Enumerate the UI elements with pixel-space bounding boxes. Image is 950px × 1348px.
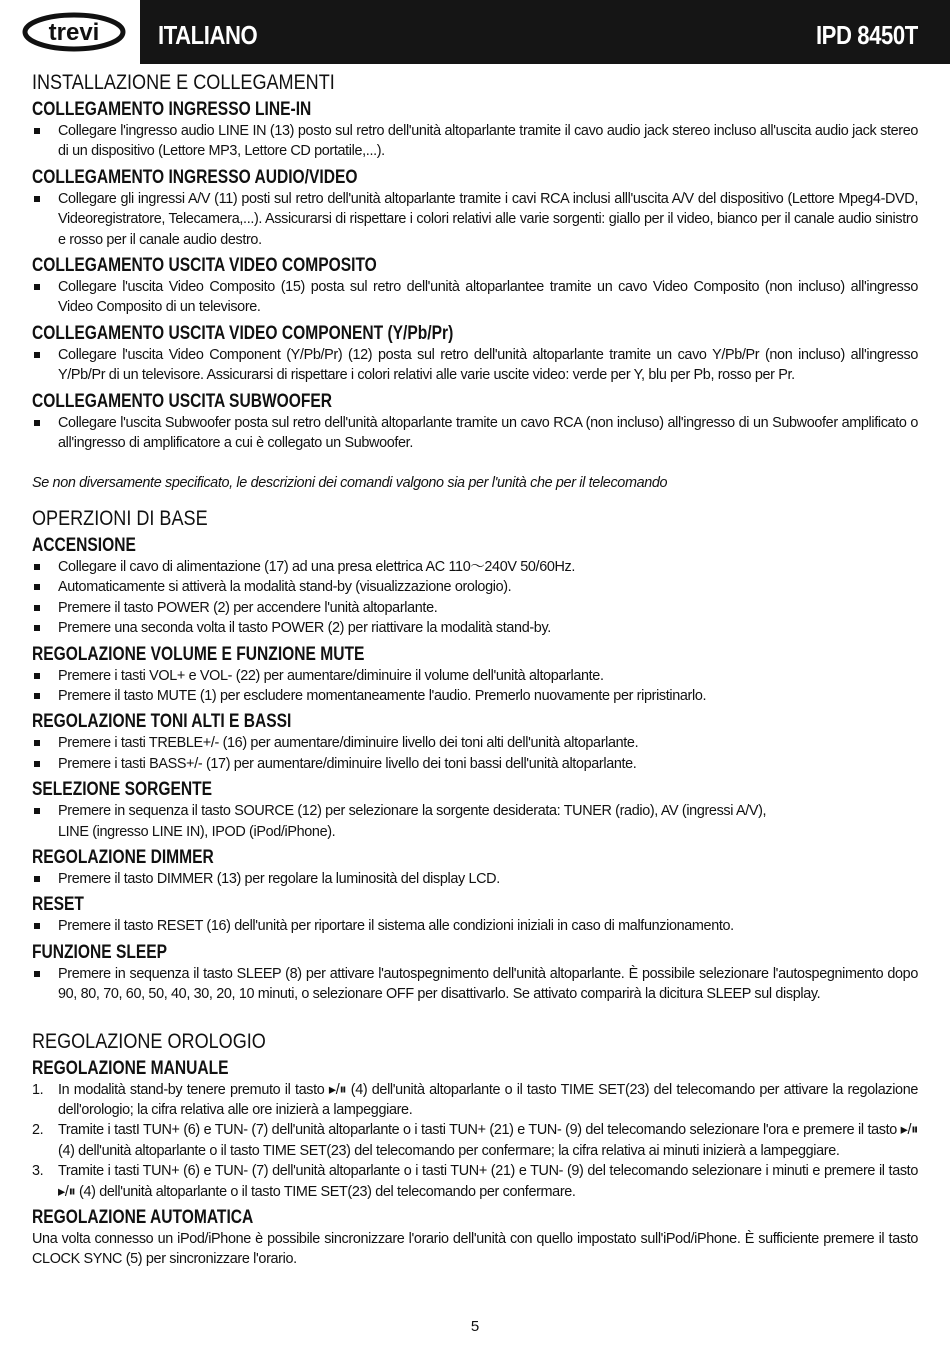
page-content	[32, 68, 918, 1270]
play-pause-icon: ▸/⏸	[328, 1081, 347, 1098]
subsection-title-tones: REGOLAZIONE TONI ALTI E BASSI	[32, 711, 292, 733]
model-label: IPD 8450T	[816, 20, 918, 50]
page-number: 5	[470, 1318, 480, 1335]
subsection-title-auto: REGOLAZIONE AUTOMATICA	[32, 1207, 254, 1228]
list-item: Premere i tasti BASS+/- (17) per aumentare/diminuire livello dei toni bassi dell'unità altoparlante.	[32, 754, 918, 774]
step-number: 2.	[32, 1122, 44, 1139]
list-component	[32, 345, 918, 386]
list-item: Premere i tasti TREBLE+/- (16) per aumentare/diminuire livello dei toni alti dell'unità altoparlante.	[32, 733, 918, 753]
svg-text:trevi: trevi	[48, 19, 100, 46]
list-item: Premere il tasto DIMMER (13) per regolare la luminosità del display LCD.	[32, 869, 918, 889]
list-item: Collegare l'uscita Subwoofer posta sul retro dell'unità altoparlante tramite un cavo RCA (non incluso) all'ingresso di un Subwoofer amplificato o all'ingresso di amplificatore a cui è collegato un Subwoofer.	[32, 413, 918, 454]
section-title-installation: INSTALLAZIONE E COLLEGAMENTI	[32, 71, 335, 94]
section-title-clock: REGOLAZIONE OROLOGIO	[32, 1029, 266, 1053]
list-item: Premere il tasto POWER (2) per accendere l'unità altoparlante.	[32, 598, 918, 618]
step-number: 1.	[32, 1081, 44, 1098]
header-bar	[140, 0, 950, 64]
list-line-in	[32, 121, 918, 162]
subsection-title-composite: COLLEGAMENTO USCITA VIDEO COMPOSITO	[32, 255, 377, 277]
list-item: Collegare l'ingresso audio LINE IN (13) posto sul retro dell'unità altoparlante tramite il cavo audio jack stereo incluso all'uscita audio jack stereo di un dispositivo (Lettore MP3, Lettore CD portatile,...).	[32, 121, 918, 162]
list-volume	[32, 666, 918, 707]
play-pause-icon: ▸/⏸	[58, 1183, 76, 1200]
list-composite	[32, 277, 918, 318]
list-item: Collegare l'uscita Video Component (Y/Pb/Pr) (12) posta sul retro dell'unità altoparlante tramite un cavo Y/Pb/Pr (non incluso) all'ingresso Y/Pb/Pr di un televisore. Assicurarsi di rispettare i colori relativi alle varie uscite video: verde per Y, blu per Pb, rosso per Pr.	[32, 345, 918, 386]
subsection-title-line-in: COLLEGAMENTO INGRESSO LINE-IN	[32, 99, 312, 120]
list-item	[32, 801, 918, 842]
list-item: 1. In modalità stand-by tenere premuto il tasto ▸/⏸ (4) dell'unità altoparlante o il tasto TIME SET(23) del telecomando per attivare la regolazione dell'orologio; la cifra relativa alle ore inizierà a lampeggiare.	[32, 1081, 919, 1118]
list-item: Premere in sequenza il tasto SLEEP (8) per attivare l'autospegnimento dell'unità altoparlante. È possibile selezionare l'autospegnimento dopo 90, 80, 70, 60, 50, 40, 30, 20, 10 minuti, o selezionare OFF per disattivarlo. Se attivato comparirà la dicitura SLEEP sul display.	[32, 964, 918, 1005]
list-subwoofer	[32, 413, 918, 454]
subsection-title-volume: REGOLAZIONE VOLUME E FUNZIONE MUTE	[32, 643, 365, 665]
subsection-title-manual: REGOLAZIONE MANUALE	[32, 1057, 229, 1079]
list-power	[32, 557, 918, 639]
brand-logo	[0, 0, 140, 64]
list-item: Premere i tasti VOL+ e VOL- (22) per aumentare/diminuire il volume dell'unità altoparlante.	[32, 666, 918, 686]
list-tones	[32, 733, 918, 774]
list-av-in	[32, 189, 918, 250]
subsection-title-source: SELEZIONE SORGENTE	[32, 779, 213, 801]
section-title-basic-operations: OPERZIONI DI BASE	[32, 506, 208, 530]
list-item: Premere una seconda volta il tasto POWER (2) per riattivare la modalità stand-by.	[32, 618, 918, 638]
subsection-title-reset: RESET	[32, 894, 84, 916]
language-label: ITALIANO	[158, 20, 258, 50]
list-dimmer	[32, 869, 918, 889]
subsection-title-power: ACCENSIONE	[32, 534, 136, 556]
play-pause-icon: ▸/⏸	[900, 1122, 918, 1139]
subsection-title-component: COLLEGAMENTO USCITA VIDEO COMPONENT (Y/Pb/Pr)	[32, 322, 454, 344]
list-sleep	[32, 964, 918, 1005]
list-item: Collegare il cavo di alimentazione (17) ad una presa elettrica AC 110～240V 50/60Hz.	[32, 557, 918, 577]
remote-note: Se non diversamente specificato, le descrizioni dei comandi valgono sia per l'unità che per il telecomando	[32, 475, 668, 492]
subsection-title-dimmer: REGOLAZIONE DIMMER	[32, 846, 214, 868]
list-source	[32, 801, 918, 842]
list-item: Collegare l'uscita Video Composito (15) posta sul retro dell'unità altoparlantee tramite un cavo Video Composito (non incluso) all'ingresso Video Composito di un televisore.	[32, 277, 918, 318]
step-number: 3.	[32, 1163, 44, 1180]
list-item: Premere il tasto RESET (16) dell'unità per riportare il sistema alle condizioni iniziali in caso di malfunzionamento.	[32, 916, 918, 936]
auto-clock-text: Una volta connesso un iPod/iPhone è possibile sincronizzare l'orario dell'unità con quello impostato sull'iPod/iPhone. È sufficiente premere il tasto CLOCK SYNC (5) per sincronizzare l'orario.	[32, 1231, 918, 1268]
list-item: Collegare gli ingressi A/V (11) posti sul retro dell'unità altoparlante tramite i cavi RCA inclusi alll'uscita A/V del dispositivo (Lettore Mpeg4-DVD, Videoregistratore, Telecamera,...). Assicurarsi di rispettare i colori relativi alle varie sorgenti: giallo per il video, bianco per il canale audio sinistro e rosso per il canale audio destro.	[32, 189, 918, 250]
source-line-1: Premere in sequenza il tasto SOURCE (12) per selezionare la sorgente desiderata: TUNER (radio), AV (ingressi A/V),	[58, 803, 767, 820]
source-line-2: LINE (ingresso LINE IN), IPOD (iPod/iPhone).	[58, 823, 336, 840]
list-item: Automaticamente si attiverà la modalità stand-by (visualizzazione orologio).	[32, 577, 918, 597]
list-item: Premere il tasto MUTE (1) per escludere momentaneamente l'audio. Premerlo nuovamente per ripristinarlo.	[32, 686, 918, 706]
list-reset	[32, 916, 918, 936]
subsection-title-av-in: COLLEGAMENTO INGRESSO AUDIO/VIDEO	[32, 166, 358, 188]
list-item: 3. Tramite i tasti TUN+ (6) e TUN- (7) dell'unità altoparlante o i tasti TUN+ (21) e TUN- (9) del telecomando selezionare i minuti e premere il tasto ▸/⏸ (4) dell'unità altoparlante o il tasto TIME SET(23) del telecomando per confermare.	[32, 1163, 918, 1200]
page-header	[0, 0, 950, 64]
list-manual-steps	[32, 1080, 918, 1202]
list-item: 2. Tramite i tastI TUN+ (6) e TUN- (7) dell'unità altoparlante o i tasti TUN+ (21) e TUN- (9) del telecomando selezionare l'ora e premere il tasto ▸/⏸ (4) dell'unità altoparlante o il tasto TIME SET(23) del telecomando per confermare; la cifra relativa ai minuti inizierà a lampeggiare.	[32, 1122, 918, 1159]
subsection-title-subwoofer: COLLEGAMENTO USCITA SUBWOOFER	[32, 390, 333, 412]
subsection-title-sleep: FUNZIONE SLEEP	[32, 941, 168, 963]
